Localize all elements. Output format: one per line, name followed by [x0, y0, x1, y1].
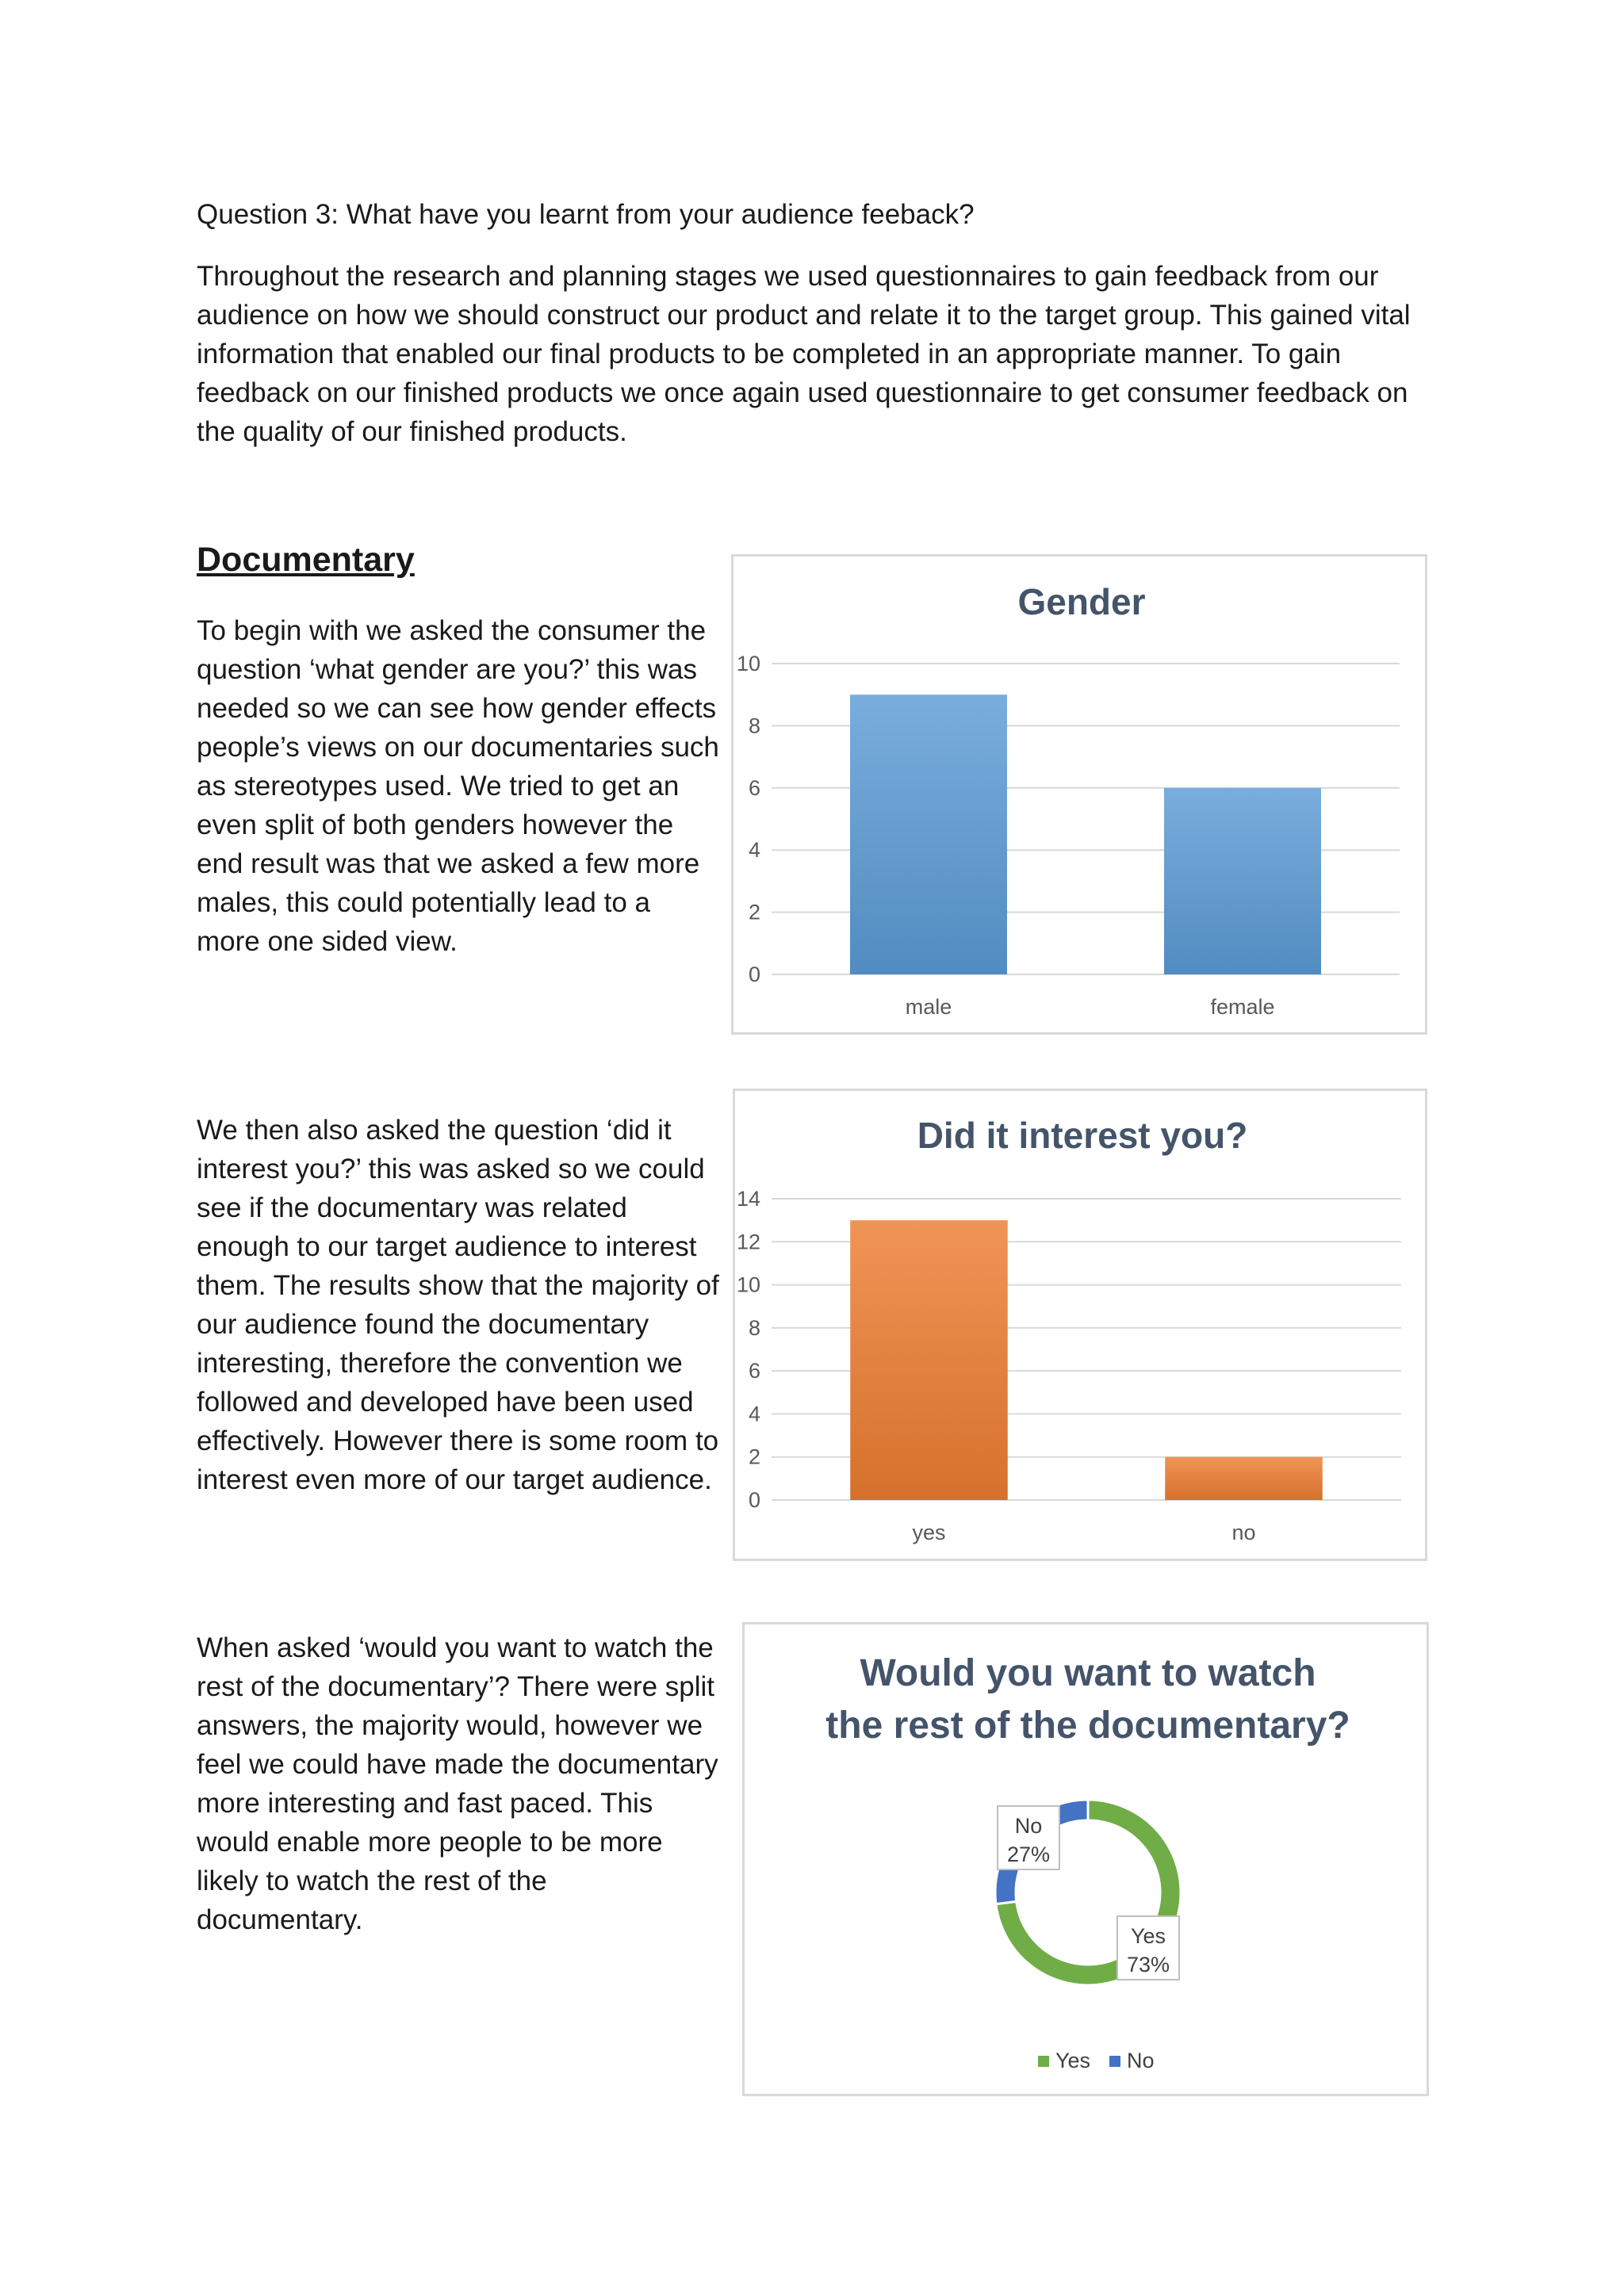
legend-label-no: No: [1127, 2049, 1155, 2072]
bar-female: [1164, 788, 1321, 974]
y-tick-label: 12: [736, 1230, 760, 1254]
legend-swatch-no: [1109, 2056, 1120, 2067]
data-label-name: No: [1014, 1814, 1043, 1838]
watch-paragraph: When asked ‘would you want to watch the rest of the documentary’? There were split answers, the majority would, however we feel we could have made the documentary more interesting and fast paced. This would enable more people to be more likely to watch the rest of the documentary.: [197, 1632, 718, 1935]
y-tick-label: 10: [736, 652, 760, 675]
y-tick-label: 14: [736, 1187, 760, 1211]
y-tick-label: 4: [748, 1402, 760, 1426]
category-label: male: [905, 995, 952, 1019]
gender-paragraph: To begin with we asked the consumer the question ‘what gender are you?’ this was needed so we can see how gender effects people’s views on our documentaries such as stereotypes used. We tried to get an even split of both genders however the end result was that we asked a few more males, this could potentially lead to a more one sided view.: [197, 615, 719, 957]
category-label: yes: [912, 1521, 946, 1544]
intro-paragraph: Throughout the research and planning stages we used questionnaires to gain feedback from our audience on how we should construct our product and relate it to the target group. This gained vital information that enabled our final products to be completed in an appropriate manner. To gain feedback on our finished products we once again used questionnaire to get consumer feedback on the quality of our finished products.: [197, 261, 1411, 447]
chart-title: Gender: [1017, 581, 1146, 622]
data-label-name: Yes: [1130, 1924, 1166, 1948]
y-tick-label: 6: [748, 775, 760, 800]
interest-chart-svg: [735, 1091, 1430, 1563]
question-heading: Question 3: What have you learnt from your audience feeback?: [197, 199, 975, 230]
legend-swatch-yes: [1038, 2056, 1049, 2067]
data-label-yes: [1117, 1916, 1179, 1980]
bar-no: [1165, 1457, 1323, 1500]
y-tick-label: 4: [748, 838, 760, 863]
category-label: no: [1231, 1521, 1256, 1544]
section-heading: Documentary: [197, 541, 415, 579]
gender-chart: [731, 554, 1427, 1035]
data-label-no: [998, 1806, 1059, 1869]
y-tick-label: 8: [748, 714, 760, 738]
interest-paragraph: We then also asked the question ‘did it interest you?’ this was asked so we could see if the documentary was related enough to our target audience to interest them. The results show that the majority of our audience found the documentary interesting, therefore the convention we followed and developed have been used effectively. However there is some room to interest even more of our target audience.: [197, 1115, 719, 1495]
data-label-percent: 73%: [1126, 1953, 1170, 1976]
y-tick-label: 6: [748, 1359, 760, 1383]
chart-title-line: Would you want to watch: [860, 1652, 1316, 1694]
chart-title-line: the rest of the documentary?: [825, 1705, 1350, 1747]
y-tick-label: 2: [748, 900, 760, 924]
watch-chart: [742, 1622, 1429, 2096]
data-label-percent: 27%: [1006, 1843, 1051, 1866]
bar-yes: [850, 1220, 1008, 1500]
chart-title: Did it interest you?: [917, 1115, 1248, 1156]
interest-chart: [733, 1089, 1427, 1561]
watch-chart-svg: [745, 1624, 1431, 2099]
y-tick-label: 10: [736, 1272, 760, 1297]
category-label: female: [1210, 995, 1275, 1019]
y-tick-label: 2: [748, 1445, 760, 1469]
y-tick-label: 8: [748, 1315, 760, 1340]
y-tick-label: 0: [748, 962, 760, 986]
legend-label-yes: Yes: [1055, 2049, 1091, 2072]
y-tick-label: 0: [748, 1488, 760, 1512]
bar-male: [850, 695, 1007, 974]
gender-chart-svg: [733, 557, 1430, 1037]
